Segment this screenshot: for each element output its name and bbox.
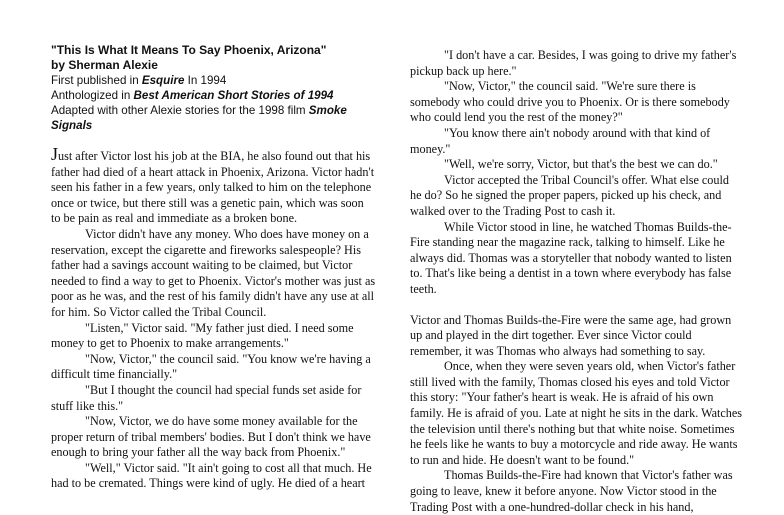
film-name: Smoke Signals [51, 104, 347, 132]
paragraph: "Well," Victor said. "It ain't going to cost all that much. He had to be cremated. Things were kind of ugly. He died of a heart [51, 460, 372, 491]
first-published-line: First published in Esquire In 1994 [51, 74, 227, 87]
paragraph: Victor and Thomas Builds-the-Fire were the same age, had grown up and played in the dirt together. Ever since Victor could remember, it was Thomas who always had something to say. [410, 312, 732, 358]
paragraph: Once, when they were seven years old, when Victor's father still lived with the family, Thomas closed his eyes and told Victor this story: "Your father's heart is weak. He is afraid of his own family. He is afraid of you. Late at night he sits in the dark. Watches the television until there's nothing but that white noise. Sometimes he feels like he wants to buy a motorcycle and ride away. He wants to run and hide. He doesn't want to be found." [410, 359, 743, 467]
paragraph: "Now, Victor," the council said. "You know we're having a difficult time financially." [51, 351, 371, 382]
paragraph: "You know there ain't nobody around with that kind of money." [410, 125, 711, 156]
anthology-name: Best American Short Stories of 1994 [133, 89, 334, 102]
paragraph: Victor accepted the Tribal Council's offer. What else could he do? So he signed the proper papers, picked up his check, and walked over to the Trading Post to cash it. [410, 172, 729, 218]
left-column [51, 0, 376, 491]
paragraph: "But I thought the council had special funds set aside for stuff like this." [51, 382, 362, 413]
anthologized-line: Anthologized in Best American Short Stories of 1994 [51, 89, 334, 102]
drop-cap: J [51, 144, 59, 164]
paragraph: "Listen," Victor said. "My father just died. I need some money to get to Phoenix to make arrangements." [51, 320, 354, 351]
paragraph: While Victor stood in line, he watched Thomas Builds-the-Fire standing near the magazine rack, talking to himself. Like he always did. Thomas was a storyteller that nobody wanted to listen to. That's like being a dentist in a town where everybody has false teeth. [410, 219, 732, 296]
right-column [410, 0, 743, 514]
publication-info [51, 73, 376, 133]
magazine-name: Esquire [141, 74, 185, 87]
paragraph: "I don't have a car. Besides, I was going to drive my father's pickup back up here." [410, 48, 737, 78]
paragraph: Just after Victor lost his job at the BIA, he also found out that his father had died of a heart attack in Phoenix, Arizona. Victor hadn't seen his father in a few years, only talked to him on the telephone once or twice, but there still was a genetic pain, which was soon to be pain as real and immediate as a broken bone. [51, 144, 375, 226]
paragraph: Victor didn't have any money. Who does have money on a reservation, except the cigarette and fireworks salespeople? His father had a savings account waiting to be claimed, but Victor needed to find a way to get to Phoenix. Victor's mother was just as poor as he was, and the rest of his family didn't have any use at all for him. So Victor called the Tribal Council. [51, 226, 376, 319]
story-title: "This Is What It Means To Say Phoenix, Arizona" [51, 43, 327, 57]
paragraph: "Now, Victor, we do have some money available for the proper return of tribal members' bodies. But I don't think we have enough to bring your father all the way back from Phoenix." [51, 414, 371, 460]
paragraph: "Now, Victor," the council said. "We're sure there is somebody who could drive you to Phoenix. Or is there somebody who could lend you the rest of the money?" [410, 79, 730, 125]
adapted-line: Adapted with other Alexie stories for the 1998 film Smoke Signals [51, 104, 347, 132]
paragraph: "Well, we're sorry, Victor, but that's the best we can do." [444, 157, 718, 172]
paragraph: Thomas Builds-the-Fire had known that Victor's father was going to leave, knew it before anyone. Now Victor stood in the Trading Post with a one-hundred-dollar check in his hand, [410, 468, 733, 514]
story-author: by Sherman Alexie [51, 58, 158, 72]
